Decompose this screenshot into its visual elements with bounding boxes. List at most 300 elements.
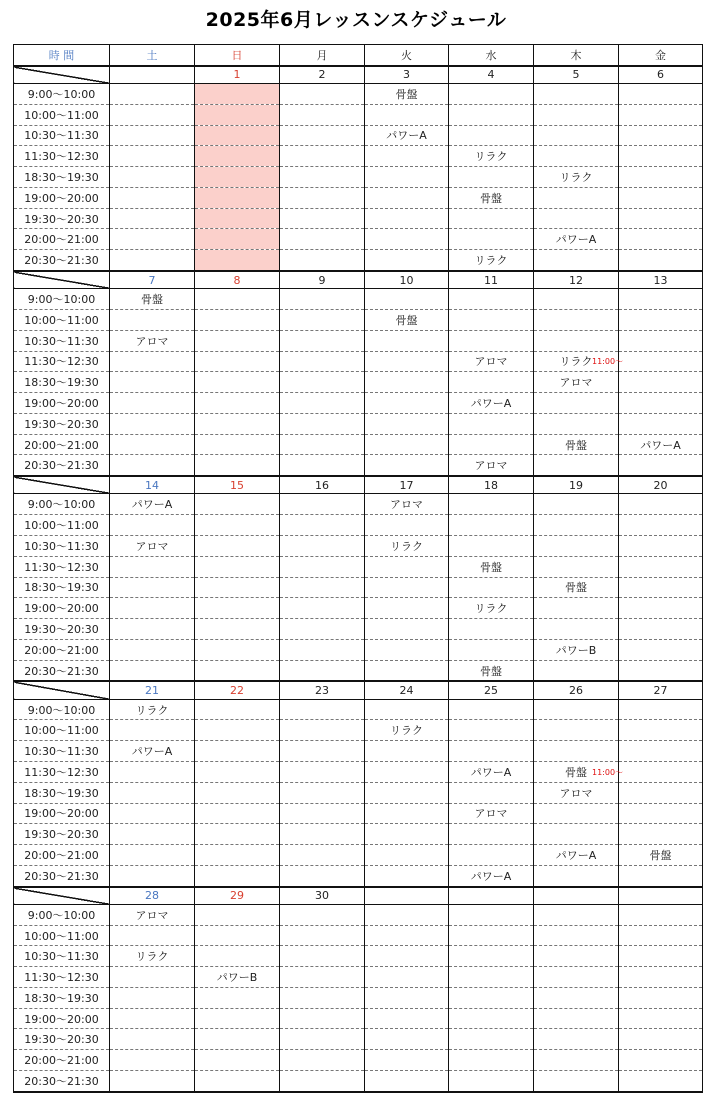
lesson-cell bbox=[280, 494, 365, 515]
lesson-cell bbox=[195, 577, 280, 598]
lesson-cell bbox=[110, 351, 195, 372]
lesson-cell bbox=[365, 946, 449, 967]
lesson-cell bbox=[534, 146, 619, 167]
lesson-name: パワーA bbox=[131, 745, 173, 759]
lesson-cell-filled bbox=[110, 946, 195, 967]
lesson-name: アロマ bbox=[559, 786, 593, 800]
lesson-cell bbox=[280, 761, 365, 782]
time-slot-row bbox=[14, 84, 703, 105]
date-cell: 10 bbox=[365, 271, 449, 289]
lesson-cell bbox=[110, 104, 195, 125]
lesson-cell bbox=[195, 946, 280, 967]
time-slot-row bbox=[14, 904, 703, 925]
lesson-cell bbox=[449, 639, 534, 660]
date-cell: 30 bbox=[280, 887, 365, 905]
lesson-cell bbox=[619, 289, 703, 310]
date-cell: 26 bbox=[534, 681, 619, 699]
lesson-cell bbox=[110, 720, 195, 741]
time-label: 9:00～10:00 bbox=[14, 84, 110, 105]
lesson-cell bbox=[195, 146, 280, 167]
lesson-cell bbox=[110, 598, 195, 619]
lesson-cell-filled bbox=[534, 782, 619, 803]
time-slot-row bbox=[14, 741, 703, 762]
lesson-cell bbox=[110, 803, 195, 824]
lesson-cell bbox=[534, 699, 619, 720]
time-slot-row bbox=[14, 1071, 703, 1092]
lesson-cell bbox=[280, 803, 365, 824]
lesson-cell bbox=[365, 208, 449, 229]
lesson-cell bbox=[619, 660, 703, 681]
lesson-cell bbox=[619, 104, 703, 125]
lesson-cell bbox=[449, 1071, 534, 1092]
lesson-cell bbox=[195, 1008, 280, 1029]
lesson-cell bbox=[449, 987, 534, 1008]
time-label: 9:00～10:00 bbox=[14, 289, 110, 310]
date-cell: 20 bbox=[619, 476, 703, 494]
lesson-cell-filled bbox=[534, 229, 619, 250]
lesson-cell-filled bbox=[365, 125, 449, 146]
lesson-cell bbox=[280, 330, 365, 351]
time-slot-row bbox=[14, 556, 703, 577]
time-slot-row bbox=[14, 413, 703, 434]
lesson-cell bbox=[195, 619, 280, 640]
time-label: 9:00～10:00 bbox=[14, 699, 110, 720]
date-cell: 23 bbox=[280, 681, 365, 699]
lesson-cell bbox=[534, 187, 619, 208]
lesson-name: 骨盤 bbox=[480, 560, 502, 574]
lesson-cell-filled bbox=[449, 146, 534, 167]
diagonal-divider bbox=[14, 476, 110, 494]
lesson-cell bbox=[449, 167, 534, 188]
time-label: 20:00～21:00 bbox=[14, 845, 110, 866]
lesson-cell bbox=[534, 720, 619, 741]
time-label: 19:30～20:30 bbox=[14, 619, 110, 640]
lesson-cell bbox=[619, 967, 703, 988]
lesson-cell-filled bbox=[449, 455, 534, 476]
lesson-cell bbox=[534, 741, 619, 762]
lesson-cell bbox=[365, 229, 449, 250]
lesson-cell bbox=[534, 125, 619, 146]
lesson-cell-filled bbox=[365, 720, 449, 741]
lesson-cell bbox=[619, 229, 703, 250]
lesson-cell bbox=[110, 782, 195, 803]
time-label: 11:30～12:30 bbox=[14, 761, 110, 782]
lesson-cell bbox=[110, 125, 195, 146]
date-cell: 11 bbox=[449, 271, 534, 289]
lesson-cell bbox=[534, 556, 619, 577]
lesson-cell bbox=[365, 598, 449, 619]
date-cell bbox=[110, 66, 195, 84]
lesson-cell bbox=[195, 187, 280, 208]
lesson-cell bbox=[534, 515, 619, 536]
time-slot-row bbox=[14, 1008, 703, 1029]
lesson-cell bbox=[365, 1008, 449, 1029]
lesson-cell bbox=[365, 987, 449, 1008]
lesson-cell bbox=[449, 208, 534, 229]
time-label: 19:00～20:00 bbox=[14, 803, 110, 824]
lesson-cell bbox=[280, 84, 365, 105]
lesson-cell bbox=[449, 84, 534, 105]
lesson-name: 骨盤 bbox=[395, 87, 418, 101]
lesson-cell bbox=[365, 865, 449, 886]
time-label: 19:30～20:30 bbox=[14, 208, 110, 229]
lesson-cell-filled bbox=[534, 639, 619, 660]
lesson-cell-filled bbox=[534, 351, 624, 372]
lesson-cell-filled bbox=[619, 434, 703, 455]
lesson-cell bbox=[449, 536, 534, 557]
lesson-cell bbox=[365, 967, 449, 988]
lesson-cell-filled bbox=[449, 865, 534, 886]
time-label: 18:30～19:30 bbox=[14, 782, 110, 803]
lesson-name: リラク bbox=[559, 171, 593, 185]
lesson-name: リラク bbox=[390, 724, 423, 738]
lesson-cell bbox=[449, 925, 534, 946]
lesson-cell bbox=[280, 845, 365, 866]
lesson-cell bbox=[619, 330, 703, 351]
lesson-cell bbox=[195, 413, 280, 434]
lesson-cell-filled bbox=[449, 803, 534, 824]
lesson-cell bbox=[195, 229, 280, 250]
lesson-cell bbox=[619, 946, 703, 967]
time-label: 19:30～20:30 bbox=[14, 1029, 110, 1050]
lesson-cell-filled bbox=[449, 351, 534, 372]
lesson-cell bbox=[280, 619, 365, 640]
time-label: 9:00～10:00 bbox=[14, 494, 110, 515]
lesson-name: 骨盤 bbox=[565, 765, 587, 779]
lesson-cell bbox=[280, 515, 365, 536]
lesson-cell bbox=[619, 310, 703, 331]
lesson-cell-filled bbox=[449, 393, 534, 414]
lesson-cell-filled bbox=[534, 577, 619, 598]
lesson-cell bbox=[449, 824, 534, 845]
lesson-cell bbox=[365, 660, 449, 681]
lesson-name: 骨盤 bbox=[395, 313, 418, 327]
time-label: 10:30～11:30 bbox=[14, 741, 110, 762]
weekday-header-2: 月 bbox=[280, 45, 365, 66]
lesson-cell bbox=[280, 639, 365, 660]
lesson-cell-filled bbox=[110, 536, 195, 557]
lesson-cell-filled bbox=[110, 494, 195, 515]
lesson-cell bbox=[365, 925, 449, 946]
lesson-cell bbox=[195, 289, 280, 310]
lesson-cell bbox=[534, 536, 619, 557]
lesson-cell bbox=[280, 865, 365, 886]
lesson-cell bbox=[110, 250, 195, 271]
lesson-cell bbox=[619, 803, 703, 824]
lesson-cell-filled bbox=[365, 84, 449, 105]
weekday-header-0: 土 bbox=[110, 45, 195, 66]
lesson-cell bbox=[195, 104, 280, 125]
lesson-name: アロマ bbox=[135, 334, 169, 348]
time-label: 11:30～12:30 bbox=[14, 967, 110, 988]
time-column-header: 時 間 bbox=[14, 45, 110, 66]
week-date-row bbox=[14, 681, 703, 699]
time-slot-row bbox=[14, 187, 703, 208]
lesson-cell bbox=[195, 720, 280, 741]
lesson-name: パワーA bbox=[640, 438, 681, 452]
time-label: 20:00～21:00 bbox=[14, 229, 110, 250]
lesson-name: 骨盤 bbox=[565, 581, 587, 595]
time-slot-row bbox=[14, 845, 703, 866]
lesson-cell bbox=[619, 125, 703, 146]
time-slot-row bbox=[14, 1029, 703, 1050]
time-slot-row bbox=[14, 536, 703, 557]
lesson-cell-filled bbox=[449, 598, 534, 619]
lesson-cell bbox=[110, 865, 195, 886]
time-label: 10:00～11:00 bbox=[14, 720, 110, 741]
lesson-cell bbox=[534, 84, 619, 105]
lesson-cell bbox=[280, 824, 365, 845]
lesson-cell bbox=[195, 987, 280, 1008]
lesson-name: 骨盤 bbox=[649, 848, 672, 862]
lesson-cell bbox=[280, 1050, 365, 1071]
lesson-cell bbox=[449, 515, 534, 536]
lesson-cell bbox=[195, 699, 280, 720]
lesson-cell-filled bbox=[365, 536, 449, 557]
lesson-cell bbox=[280, 229, 365, 250]
lesson-cell bbox=[195, 393, 280, 414]
time-label: 19:00～20:00 bbox=[14, 393, 110, 414]
lesson-cell bbox=[619, 208, 703, 229]
lesson-cell bbox=[110, 393, 195, 414]
lesson-cell bbox=[195, 208, 280, 229]
lesson-cell bbox=[449, 372, 534, 393]
lesson-cell bbox=[280, 720, 365, 741]
diagonal-divider bbox=[14, 271, 110, 289]
lesson-cell bbox=[365, 845, 449, 866]
lesson-cell-filled bbox=[110, 699, 195, 720]
lesson-cell bbox=[110, 167, 195, 188]
time-slot-row bbox=[14, 351, 703, 372]
lesson-cell bbox=[619, 824, 703, 845]
lesson-cell-filled bbox=[449, 187, 534, 208]
time-label: 20:00～21:00 bbox=[14, 1050, 110, 1071]
time-label: 10:00～11:00 bbox=[14, 515, 110, 536]
lesson-cell bbox=[449, 330, 534, 351]
date-cell: 12 bbox=[534, 271, 619, 289]
lesson-name: アロマ bbox=[390, 498, 423, 512]
lesson-cell bbox=[449, 434, 534, 455]
schedule-table bbox=[13, 44, 703, 1093]
lesson-cell bbox=[280, 125, 365, 146]
lesson-name: パワーA bbox=[470, 869, 512, 883]
lesson-cell bbox=[195, 84, 280, 105]
lesson-cell bbox=[110, 372, 195, 393]
time-label: 19:00～20:00 bbox=[14, 598, 110, 619]
lesson-cell bbox=[534, 310, 619, 331]
date-cell: 16 bbox=[280, 476, 365, 494]
lesson-cell-filled bbox=[110, 330, 195, 351]
lesson-name: リラク bbox=[390, 539, 423, 553]
lesson-cell bbox=[110, 761, 195, 782]
lesson-cell-filled bbox=[110, 289, 195, 310]
lesson-cell bbox=[195, 824, 280, 845]
lesson-cell bbox=[280, 104, 365, 125]
lesson-name: パワーA bbox=[470, 765, 512, 779]
lesson-name: パワーA bbox=[386, 129, 427, 143]
date-cell: 4 bbox=[449, 66, 534, 84]
date-cell: 17 bbox=[365, 476, 449, 494]
time-slot-row bbox=[14, 393, 703, 414]
date-cell: 28 bbox=[110, 887, 195, 905]
lesson-cell bbox=[110, 1071, 195, 1092]
time-slot-row bbox=[14, 577, 703, 598]
date-cell: 8 bbox=[195, 271, 280, 289]
lesson-cell bbox=[280, 167, 365, 188]
lesson-name: アロマ bbox=[135, 908, 169, 922]
time-slot-row bbox=[14, 515, 703, 536]
lesson-cell bbox=[534, 1050, 619, 1071]
lesson-cell bbox=[449, 229, 534, 250]
lesson-cell bbox=[365, 824, 449, 845]
lesson-cell bbox=[619, 782, 703, 803]
lesson-cell bbox=[534, 330, 619, 351]
lesson-cell bbox=[280, 925, 365, 946]
lesson-cell bbox=[365, 699, 449, 720]
lesson-cell bbox=[449, 1029, 534, 1050]
time-label: 20:00～21:00 bbox=[14, 434, 110, 455]
time-slot-row bbox=[14, 660, 703, 681]
lesson-cell bbox=[280, 1008, 365, 1029]
time-slot-row bbox=[14, 639, 703, 660]
time-label: 19:30～20:30 bbox=[14, 413, 110, 434]
time-label: 18:30～19:30 bbox=[14, 577, 110, 598]
lesson-name: パワーA bbox=[470, 396, 512, 410]
lesson-cell bbox=[365, 351, 449, 372]
time-slot-row bbox=[14, 761, 703, 782]
lesson-name: パワーA bbox=[131, 498, 173, 512]
date-cell: 6 bbox=[619, 66, 703, 84]
time-slot-row bbox=[14, 720, 703, 741]
lesson-cell bbox=[449, 782, 534, 803]
time-label: 18:30～19:30 bbox=[14, 372, 110, 393]
lesson-cell-filled bbox=[449, 556, 534, 577]
lesson-name: リラク bbox=[559, 355, 593, 369]
time-label: 20:30～21:30 bbox=[14, 1071, 110, 1092]
lesson-cell bbox=[449, 699, 534, 720]
lesson-cell bbox=[534, 946, 619, 967]
date-cell: 25 bbox=[449, 681, 534, 699]
time-slot-row bbox=[14, 967, 703, 988]
lesson-cell bbox=[195, 125, 280, 146]
lesson-name: パワーB bbox=[555, 643, 597, 657]
lesson-cell bbox=[619, 1008, 703, 1029]
lesson-cell bbox=[449, 104, 534, 125]
date-cell: 19 bbox=[534, 476, 619, 494]
lesson-name: アロマ bbox=[559, 376, 593, 390]
lesson-cell bbox=[110, 187, 195, 208]
lesson-cell bbox=[110, 925, 195, 946]
lesson-cell bbox=[280, 372, 365, 393]
diagonal-divider bbox=[14, 887, 110, 905]
lesson-cell bbox=[195, 330, 280, 351]
lesson-cell bbox=[619, 494, 703, 515]
time-label: 18:30～19:30 bbox=[14, 167, 110, 188]
lesson-cell bbox=[110, 577, 195, 598]
lesson-cell bbox=[534, 494, 619, 515]
date-cell: 9 bbox=[280, 271, 365, 289]
lesson-cell-filled bbox=[365, 494, 449, 515]
lesson-cell bbox=[110, 660, 195, 681]
lesson-cell bbox=[110, 84, 195, 105]
lesson-cell bbox=[619, 84, 703, 105]
lesson-cell bbox=[195, 761, 280, 782]
lesson-cell bbox=[365, 515, 449, 536]
lesson-cell bbox=[195, 803, 280, 824]
lesson-cell bbox=[110, 413, 195, 434]
lesson-cell bbox=[449, 413, 534, 434]
lesson-cell-filled bbox=[534, 167, 619, 188]
lesson-cell bbox=[534, 967, 619, 988]
time-slot-row bbox=[14, 229, 703, 250]
lesson-cell bbox=[195, 925, 280, 946]
lesson-cell bbox=[365, 289, 449, 310]
lesson-cell bbox=[449, 125, 534, 146]
lesson-cell-filled bbox=[534, 761, 624, 782]
lesson-cell bbox=[619, 1071, 703, 1092]
lesson-cell bbox=[365, 393, 449, 414]
lesson-cell bbox=[619, 577, 703, 598]
time-slot-row bbox=[14, 1050, 703, 1071]
lesson-cell bbox=[619, 167, 703, 188]
lesson-cell bbox=[195, 865, 280, 886]
lesson-cell bbox=[195, 1029, 280, 1050]
lesson-cell bbox=[195, 598, 280, 619]
lesson-cell bbox=[280, 393, 365, 414]
weekday-header-5: 木 bbox=[534, 45, 619, 66]
date-cell: 1 bbox=[195, 66, 280, 84]
lesson-cell bbox=[619, 536, 703, 557]
lesson-name: パワーA bbox=[555, 848, 597, 862]
lesson-cell-filled bbox=[449, 660, 534, 681]
time-label: 19:00～20:00 bbox=[14, 187, 110, 208]
time-slot-row bbox=[14, 125, 703, 146]
lesson-cell bbox=[280, 699, 365, 720]
date-cell bbox=[449, 887, 534, 905]
week-date-row bbox=[14, 271, 703, 289]
weekday-header-4: 水 bbox=[449, 45, 534, 66]
lesson-cell bbox=[619, 413, 703, 434]
weekday-header-row bbox=[14, 45, 703, 66]
lesson-cell bbox=[534, 208, 619, 229]
time-slot-row bbox=[14, 434, 703, 455]
lesson-cell bbox=[195, 515, 280, 536]
lesson-cell bbox=[280, 946, 365, 967]
lesson-name: リラク bbox=[474, 602, 508, 616]
lesson-cell bbox=[280, 187, 365, 208]
date-cell: 24 bbox=[365, 681, 449, 699]
lesson-cell bbox=[619, 393, 703, 414]
lesson-name: リラク bbox=[135, 950, 169, 964]
lesson-cell bbox=[365, 741, 449, 762]
lesson-cell-filled bbox=[534, 372, 619, 393]
time-slot-row bbox=[14, 494, 703, 515]
time-slot-row bbox=[14, 925, 703, 946]
time-label: 20:30～21:30 bbox=[14, 455, 110, 476]
date-cell: 14 bbox=[110, 476, 195, 494]
lesson-cell bbox=[534, 104, 619, 125]
lesson-cell bbox=[195, 741, 280, 762]
time-label: 9:00～10:00 bbox=[14, 904, 110, 925]
lesson-cell bbox=[534, 660, 619, 681]
lesson-cell bbox=[534, 413, 619, 434]
lesson-cell bbox=[280, 310, 365, 331]
lesson-cell bbox=[280, 987, 365, 1008]
date-cell bbox=[365, 887, 449, 905]
lesson-cell bbox=[534, 824, 619, 845]
date-cell: 27 bbox=[619, 681, 703, 699]
lesson-cell-filled bbox=[534, 434, 619, 455]
